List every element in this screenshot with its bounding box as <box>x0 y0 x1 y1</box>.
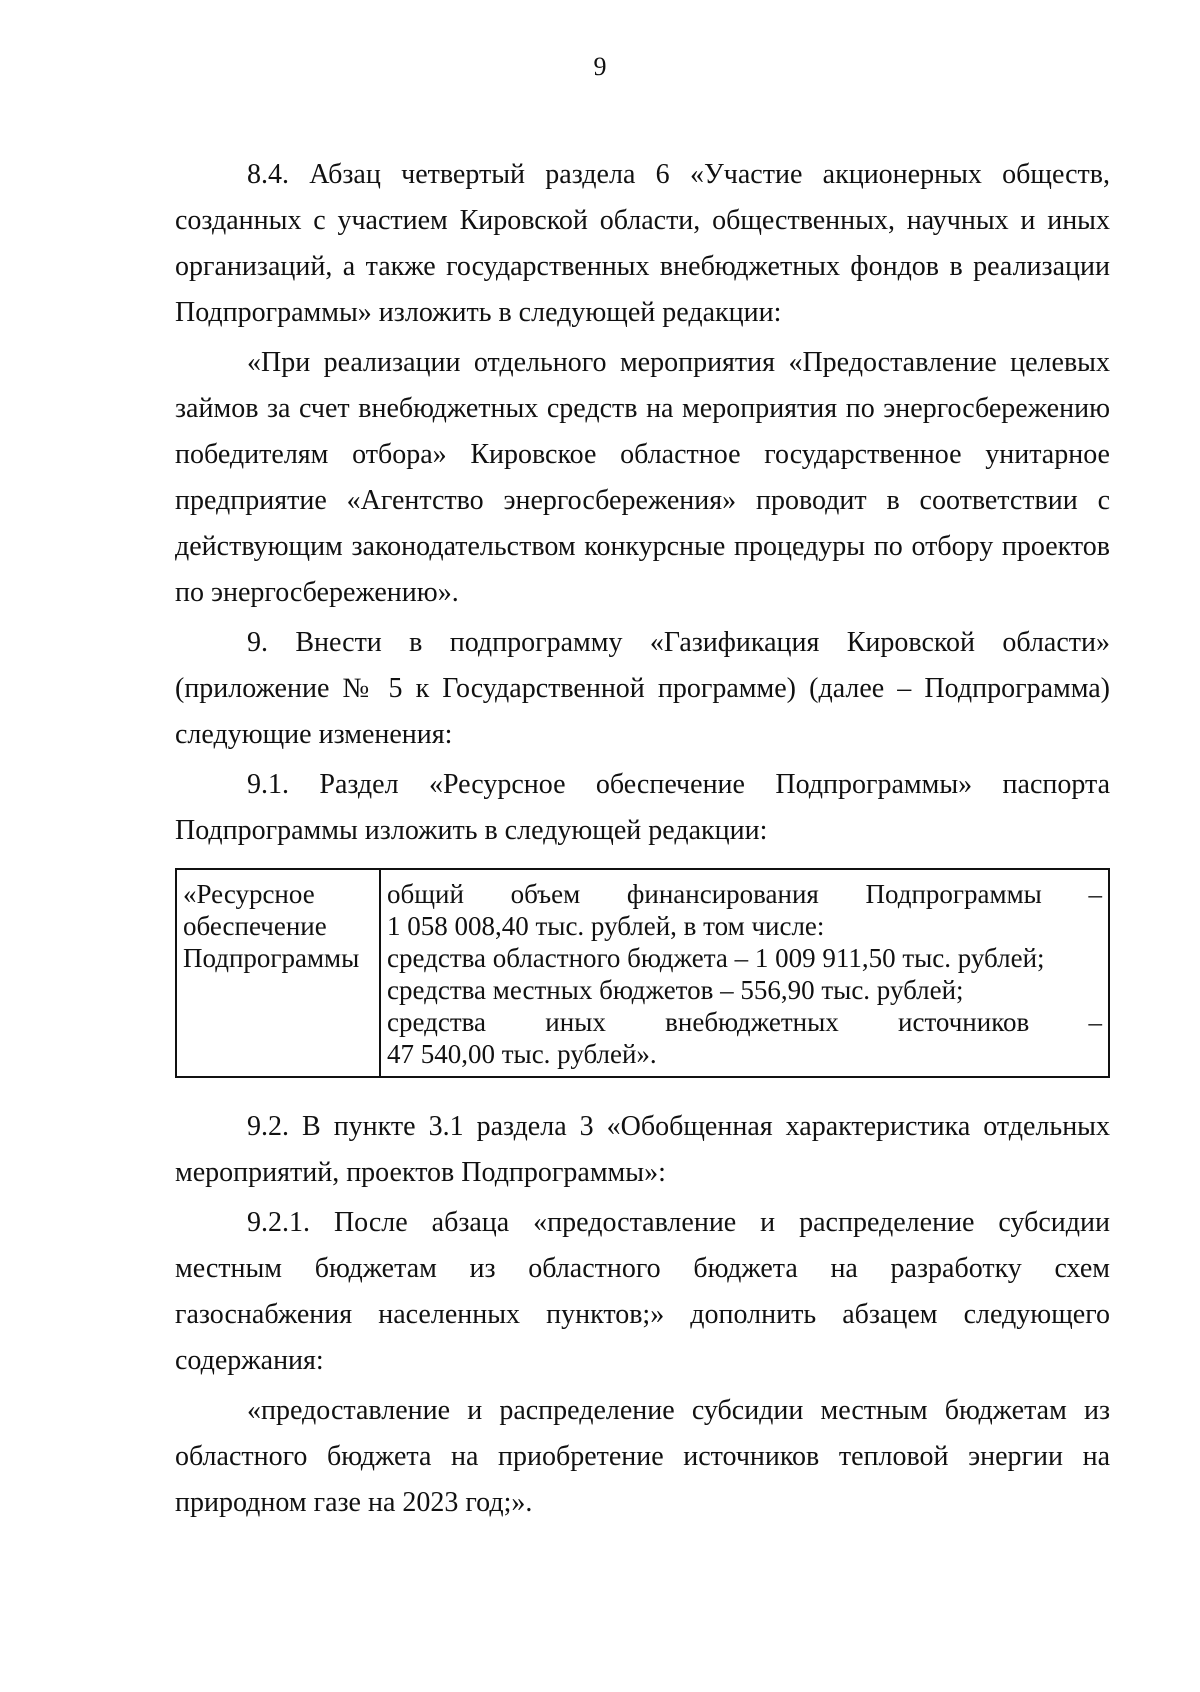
resources-table <box>175 868 1110 1078</box>
table-line-total-amount: 1 058 008,40 тыс. рублей, в том числе: <box>387 911 825 941</box>
table-label: «Ресурсное обеспечение Подпрограммы <box>183 879 360 973</box>
document-body <box>175 152 1110 1526</box>
table-value-cell <box>380 869 1109 1077</box>
table-line-extrabudgetary-amount: 47 540,00 тыс. рублей». <box>387 1039 657 1069</box>
table-line-total: общий объем финансирования Подпрограммы – <box>387 879 1102 909</box>
paragraph-8-4: 8.4. Абзац четвертый раздела 6 «Участие акционерных обществ, созданных с участием Кировской области, общественных, научных и иных организаций, а также государственных внебюджетных фондов в реализации Подпрограммы» изложить в следующей редакции: <box>175 159 1110 328</box>
paragraph-9-2-1: 9.2.1. После абзаца «предоставление и распределение субсидии местным бюджетам из областного бюджета на разработку схем газоснабжения населенных пунктов;» дополнить абзацем следующего содержания: <box>175 1207 1110 1376</box>
paragraph-quote-subsidy: «предоставление и распределение субсидии местным бюджетам из областного бюджета на приобретение источников тепловой энергии на природном газе на 2023 год;». <box>175 1395 1110 1518</box>
table-line-extrabudgetary: средства иных внебюджетных источников – <box>387 1007 1102 1037</box>
table-label-cell <box>176 869 380 1077</box>
paragraph-9-2: 9.2. В пункте 3.1 раздела 3 «Обобщенная характеристика отдельных мероприятий, проектов Подпрограммы»: <box>175 1111 1110 1188</box>
paragraph-quote-loans: «При реализации отдельного мероприятия «Предоставление целевых займов за счет внебюджетных средств на мероприятия по энергосбережению победителям отбора» Кировское областное государственное унитарное предприятие «Агентство энергосбережения» проводит в соответствии с действующим законодательством конкурсные процедуры по отбору проектов по энергосбережению». <box>175 347 1110 608</box>
paragraph-9-1: 9.1. Раздел «Ресурсное обеспечение Подпрограммы» паспорта Подпрограммы изложить в следующей редакции: <box>175 769 1110 846</box>
page-number: 9 <box>593 52 607 81</box>
table-line-local: средства местных бюджетов – 556,90 тыс. рублей; <box>387 975 964 1005</box>
table-row <box>176 869 1109 1077</box>
paragraph-9: 9. Внести в подпрограмму «Газификация Кировской области» (приложение № 5 к Государственной программе) (далее – Подпрограмма) следующие изменения: <box>175 627 1110 750</box>
table-line-regional: средства областного бюджета – 1 009 911,50 тыс. рублей; <box>387 943 1045 973</box>
